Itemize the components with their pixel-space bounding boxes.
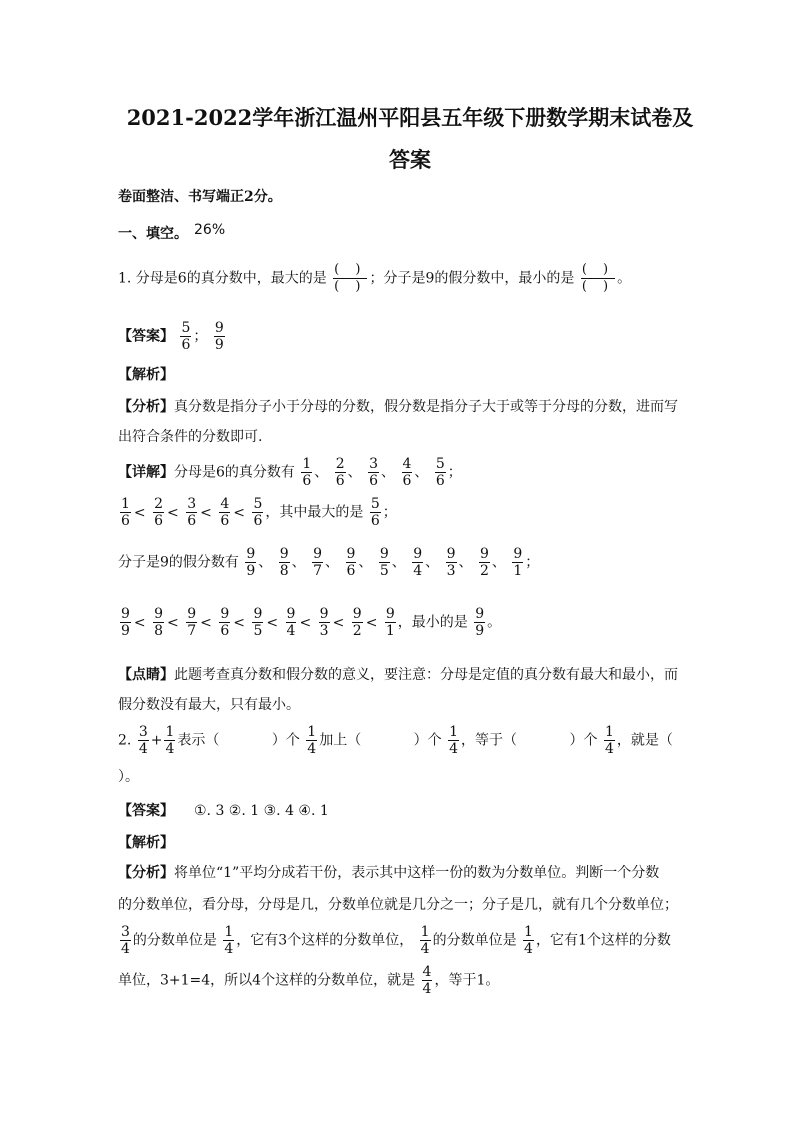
fraction: $\frac{9}{9}$ <box>246 546 256 579</box>
fraction: $\frac{9}{6}$ <box>346 546 356 579</box>
q2-analysis-label: 【解析】 <box>118 835 174 851</box>
fraction: $\frac{1}{4}$ <box>165 724 175 757</box>
q1-fenxi: 【分析】真分数是指分子小于分母的分数，假分数是指分子大于或等于分母的分数，进而写 <box>118 399 678 415</box>
fraction: $\frac{9}{2}$ <box>480 546 489 579</box>
fraction: $\frac{3}{4}$ <box>121 924 130 957</box>
fraction: $\frac{9}{5}$ <box>253 606 263 639</box>
q1-blank-2: $\frac{( )}{( )}$ <box>581 262 615 294</box>
q2-fenxi-line-3: $\frac{3}{4}$ 的分数单位是 $\frac{1}{4}$ ，它有3个这样的分数单位， $\frac{1}{4}$ 的分数单位是 $\frac{1}{4}$ ，它有1个这样的分数 <box>121 924 671 957</box>
fraction: $\frac{9}{3}$ <box>319 606 329 639</box>
fraction: $\frac{2}{6}$ <box>154 496 164 529</box>
fraction: $\frac{5}{6}$ <box>435 456 445 489</box>
q2-end: ）。 <box>118 769 139 785</box>
fraction: $\frac{3}{6}$ <box>187 496 197 529</box>
fraction: $\frac{1}{4}$ <box>420 924 430 957</box>
q1-fenxi-line-2: 出符合条件的分数即可. <box>118 429 263 445</box>
q2-answer: 【答案】 ①. 3 ②. 1 ③. 4 ④. 1 <box>118 803 329 819</box>
q2-fenxi: 【分析】将单位“1”平均分成若干份，表示其中这样一份的数为分数单位。判断一个分数 <box>118 865 660 881</box>
q1-text-b: ；分子是9的假分数中，最小的是 <box>369 270 575 287</box>
fraction: $\frac{9}{4}$ <box>413 546 423 579</box>
fraction: $\frac{4}{4}$ <box>422 964 432 997</box>
fraction: $\frac{5}{6}$ <box>370 496 380 529</box>
title-line-2: 答案 <box>389 147 431 172</box>
fraction: $\frac{9}{9}$ <box>121 606 130 639</box>
fraction: $\frac{9}{1}$ <box>513 546 523 579</box>
fraction: $\frac{9}{1}$ <box>385 606 395 639</box>
fraction: $\frac{1}{4}$ <box>524 924 533 957</box>
score-note: 卷面整洁、书写端正2分。 <box>118 189 282 205</box>
section-percent: 26% <box>194 222 226 238</box>
fraction: $\frac{3}{4}$ <box>138 724 148 757</box>
q1-improper: 分子是9的假分数有 $\frac{9}{9}$ 、 $\frac{9}{8}$ 、 $\frac{9}{7}$ 、 $\frac{9}{6}$ 、 $\frac{9}{5}$ 、 $\frac{9}{4}$ 、 $\frac{9}{3}$ 、 $\frac{9}{2}$ 、 $\frac{9}{1}$ ； <box>118 546 540 579</box>
fraction: $\frac{9}{7}$ <box>313 546 323 579</box>
q1-text-c: 。 <box>617 270 632 287</box>
fraction: $\frac{9}{6}$ <box>220 606 230 639</box>
q1-analysis-label: 【解析】 <box>118 367 174 383</box>
fraction: $\frac{5}{6}$ <box>181 320 191 353</box>
q1-answer: 【答案】 $\frac{5}{6}$ ； $\frac{9}{9}$ <box>118 320 224 353</box>
q1-dianjing: 【点睛】此题考查真分数和假分数的意义，要注意：分母是定值的真分数有最大和最小，而 <box>118 667 678 683</box>
fraction: $\frac{9}{8}$ <box>154 606 164 639</box>
section-heading <box>118 222 225 243</box>
fraction: $\frac{2}{6}$ <box>335 456 345 489</box>
fraction: $\frac{1}{4}$ <box>604 724 614 757</box>
fraction: $\frac{1}{4}$ <box>224 924 234 957</box>
question-2: 2. $\frac{3}{4}$ + $\frac{1}{4}$ 表示（ ）个 $\frac{1}{4}$ 加上（ ）个 $\frac{1}{4}$ ，等于（ ）个 $\frac{1}{4}$ ，就是（ <box>118 724 673 757</box>
fraction: $\frac{9}{8}$ <box>279 546 289 579</box>
q2-fenxi-line-4: 单位，3+1=4，所以4个这样的分数单位，就是 $\frac{4}{4}$ ，等于1。 <box>118 964 500 997</box>
q1-text-a: 1. 分母是6的真分数中，最大的是 <box>118 270 327 287</box>
fraction: $\frac{4}{6}$ <box>220 496 230 529</box>
fraction: $\frac{9}{3}$ <box>446 546 456 579</box>
fraction: $\frac{9}{9}$ <box>214 320 224 353</box>
fraction: $\frac{9}{2}$ <box>352 606 362 639</box>
fraction: $\frac{1}{4}$ <box>307 724 317 757</box>
answer-label: 【答案】 <box>118 328 174 345</box>
fraction: $\frac{1}{6}$ <box>121 496 130 529</box>
fraction: $\frac{3}{6}$ <box>369 456 379 489</box>
fraction: $\frac{4}{6}$ <box>402 456 412 489</box>
q1-improper-order: $\frac{9}{9}$ < $\frac{9}{8}$ < $\frac{9}{7}$ < $\frac{9}{6}$ < $\frac{9}{5}$ < $\frac{9}{4}$ < $\frac{9}{3}$ < $\frac{9}{2}$ < $\frac{9}{1}$ ，最小的是 $\frac{9}{9}$ 。 <box>121 606 502 639</box>
fraction: $\frac{5}{6}$ <box>253 496 263 529</box>
q1-dianjing-line-2: 假分数没有最大，只有最小。 <box>118 697 300 713</box>
question-1 <box>118 262 631 295</box>
q1-blank-1: $\frac{( )}{( )}$ <box>334 262 367 294</box>
fraction: $\frac{9}{7}$ <box>187 606 197 639</box>
fraction: $\frac{9}{4}$ <box>286 606 296 639</box>
q2-fenxi-line-2: 的分数单位，看分母，分母是几，分数单位就是几分之一；分子是几，就有几个分数单位； <box>118 897 678 913</box>
q1-proper-order: $\frac{1}{6}$ < $\frac{2}{6}$ < $\frac{3}{6}$ < $\frac{4}{6}$ < $\frac{5}{6}$ ，其中最大的是 $\frac{5}{6}$ ； <box>121 496 397 529</box>
fraction: $\frac{1}{6}$ <box>302 456 312 489</box>
fraction: $\frac{9}{5}$ <box>379 546 389 579</box>
q1-xiangjie: 【详解】分母是6的真分数有 $\frac{1}{6}$ 、 $\frac{2}{6}$ 、 $\frac{3}{6}$ 、 $\frac{4}{6}$ 、 $\frac{5}{6}$ ； <box>118 456 462 489</box>
title-line-1: 2021-2022学年浙江温州平阳县五年级下册数学期末试卷及 <box>126 105 694 130</box>
fraction: $\frac{1}{4}$ <box>449 724 459 757</box>
section-label: 一、填空。 <box>118 226 188 242</box>
fraction: $\frac{9}{9}$ <box>475 606 485 639</box>
